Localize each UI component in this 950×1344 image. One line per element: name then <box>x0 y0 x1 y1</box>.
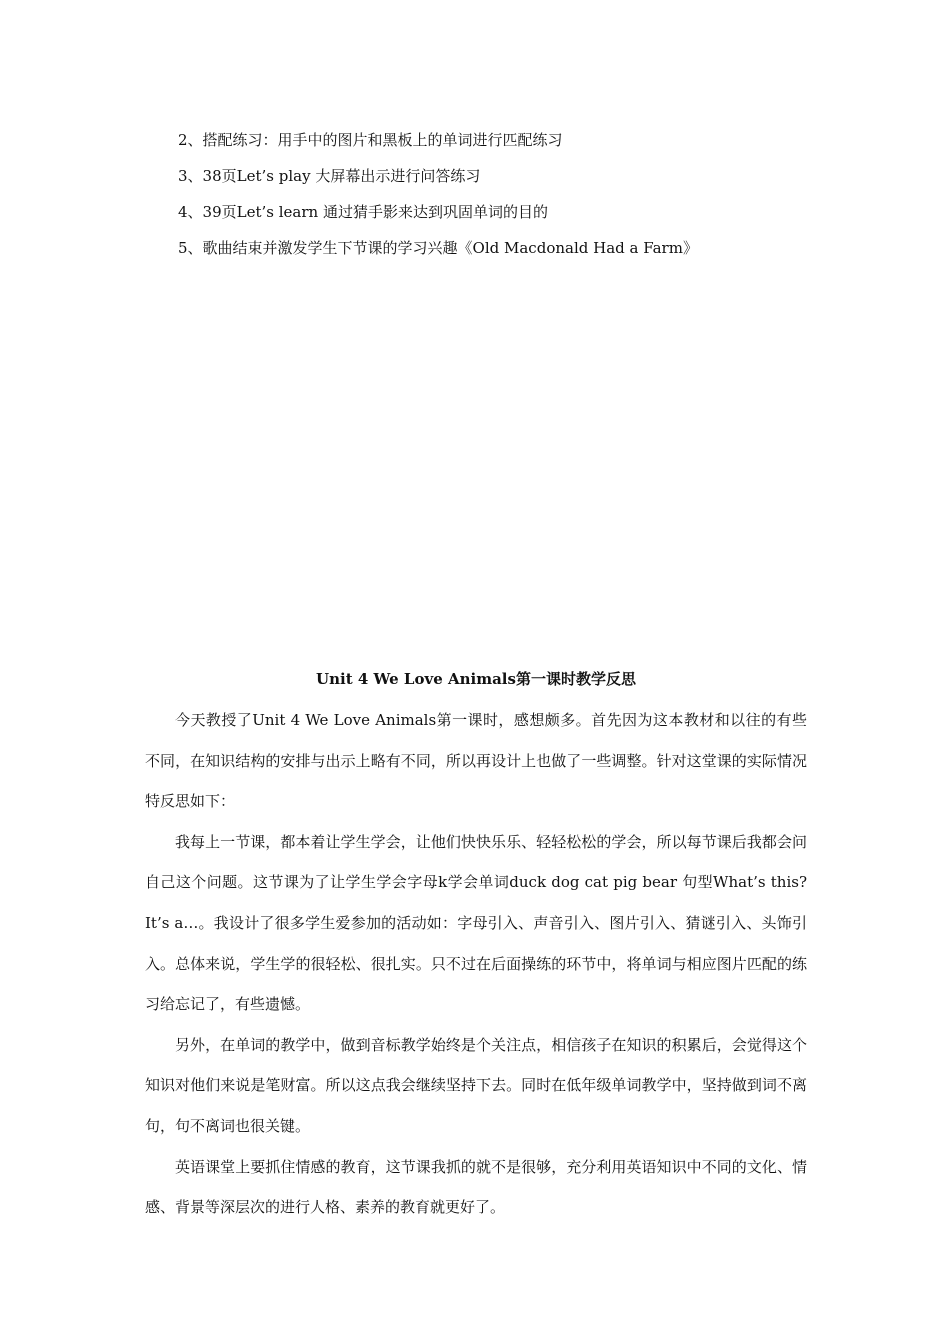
reflection-title: Unit 4 We Love Animals第一课时教学反思 <box>316 670 636 688</box>
paragraph: 英语课堂上要抓住情感的教育，这节课我抓的就不是很够，充分利用英语知识中不同的文化、情感、背景等深层次的进行人格、素养的教育就更好了。 <box>145 1157 807 1217</box>
paragraph: 另外，在单词的教学中，做到音标教学始终是个关注点，相信孩子在知识的积累后，会觉得这个知识对他们来说是笔财富。所以这点我会继续坚持下去。同时在低年级单词教学中，坚持做到词不离句，句不离词也很关键。 <box>145 1035 807 1135</box>
list-item: 3、38页Let’s play 大屏幕出示进行问答练习 <box>178 167 481 185</box>
list-item: 2、搭配练习：用手中的图片和黑板上的单词进行匹配练习 <box>178 131 563 149</box>
paragraph: 我每上一节课，都本着让学生学会，让他们快快乐乐、轻轻松松的学会，所以每节课后我都会问自己这个问题。这节课为了让学生学会字母k学会单词duck dog cat pig bear 句型What’s this? It’s a…。我设计了很多学生爱参加的活动如：字母引入、声音引入、图片引入、猜谜引入、头饰引入。总体来说，学生学的很轻松、很扎实。只不过在后面操练的环节中，将单词与相应图片匹配的练习给忘记了，有些遗憾。 <box>145 832 807 1014</box>
paragraph: 今天教授了Unit 4 We Love Animals第一课时，感想颇多。首先因为这本教材和以往的有些不同，在知识结构的安排与出示上略有不同，所以再设计上也做了一些调整。针对这堂课的实际情况特反思如下： <box>145 711 807 811</box>
list-item: 4、39页Let’s learn 通过猜手影来达到巩固单词的目的 <box>178 203 548 221</box>
reflection-section <box>145 664 807 1228</box>
list-item: 5、歌曲结束并激发学生下节课的学习兴趣《Old Macdonald Had a Farm》 <box>178 239 698 257</box>
activity-list <box>178 122 818 266</box>
